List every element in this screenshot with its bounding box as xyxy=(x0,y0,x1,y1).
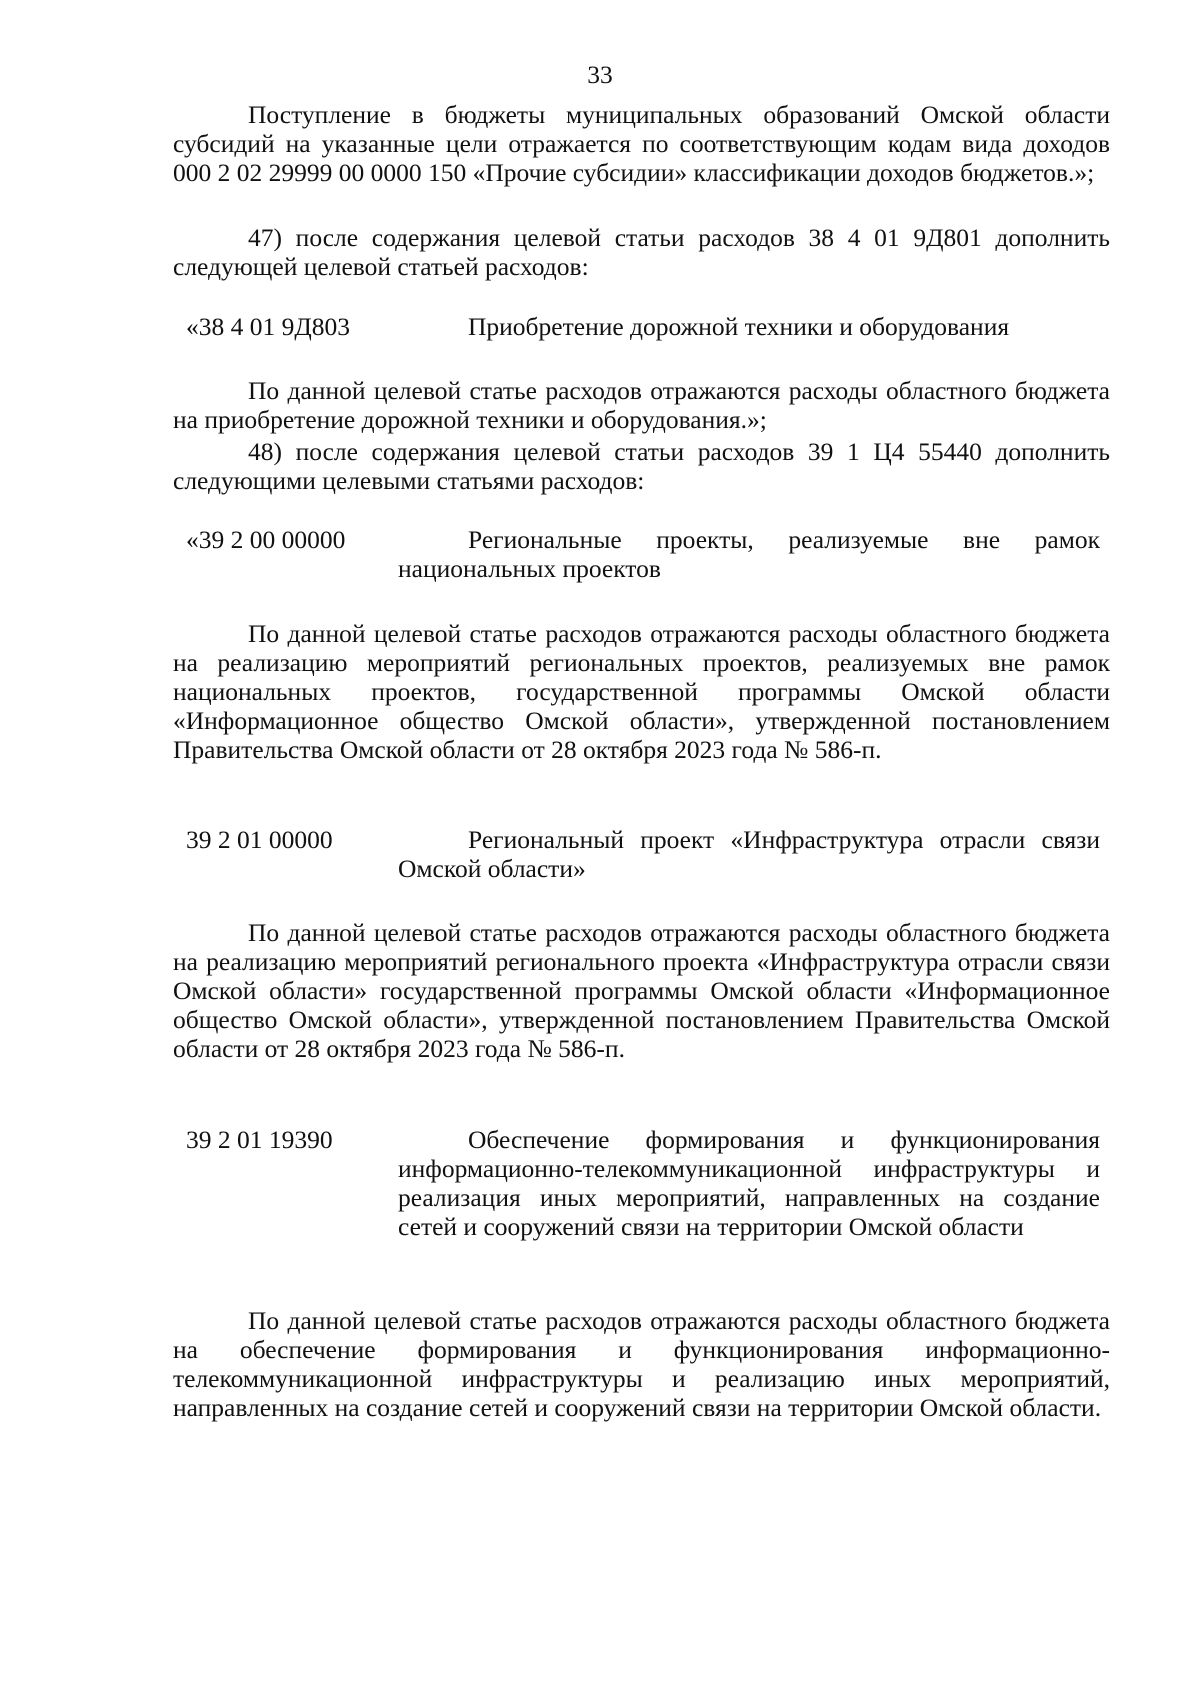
paragraph-description-39-2-00-00000 xyxy=(173,619,1110,764)
paragraph-text: По данной целевой статье расходов отражаются расходы областного бюджета на реализацию мероприятий регионального проекта «Инфраструктура отрасли связи Омской области» государственной программы Омской области «Информационное общество Омской области», утвержденной постановлением Правительства Омской области от 28 октября 2023 года № 586-п. xyxy=(173,918,1110,1063)
paragraph-description-39-2-01-19390 xyxy=(173,1306,1110,1422)
budget-entry-title: Региональные проекты, реализуемые вне рамок национальных проектов xyxy=(398,525,1100,583)
budget-entry-39-2-01-19390 xyxy=(173,1125,1110,1241)
paragraph-text: 48) после содержания целевой статьи расходов 39 1 Ц4 55440 дополнить следующими целевыми статьями расходов: xyxy=(173,437,1110,495)
budget-entry-title: Обеспечение формирования и функционирования информационно-телекоммуникационной инфраструктуры и реализация иных мероприятий, направленных на создание сетей и сооружений связи на территории Омской области xyxy=(398,1125,1100,1241)
paragraph-description-38-4-01-9D803 xyxy=(173,376,1110,434)
budget-code: 39 2 01 00000 xyxy=(186,825,333,854)
budget-code: «38 4 01 9Д803 xyxy=(186,312,351,341)
budget-entry-title: Приобретение дорожной техники и оборудования xyxy=(468,312,1010,341)
budget-entry-38-4-01-9D803 xyxy=(173,312,1110,341)
budget-entry-39-2-00-00000 xyxy=(173,525,1110,583)
paragraph-text: По данной целевой статье расходов отражаются расходы областного бюджета на обеспечение формирования и функционирования информационно-телекоммуникационной инфраструктуры и реализацию иных мероприятий, направленных на создание сетей и сооружений связи на территории Омской области. xyxy=(173,1306,1110,1422)
paragraph-revenue-note xyxy=(173,100,1110,187)
budget-entry-39-2-01-00000 xyxy=(173,825,1110,883)
paragraph-description-39-2-01-00000 xyxy=(173,918,1110,1063)
paragraph-item-48 xyxy=(173,437,1110,495)
paragraph-text: 47) после содержания целевой статьи расходов 38 4 01 9Д801 дополнить следующей целевой статьей расходов: xyxy=(173,223,1110,281)
paragraph-text: Поступление в бюджеты муниципальных образований Омской области субсидий на указанные цели отражается по соответствующим кодам вида доходов 000 2 02 29999 00 0000 150 «Прочие субсидии» классификации доходов бюджетов.»; xyxy=(173,100,1110,187)
budget-code: «39 2 00 00000 xyxy=(186,525,346,554)
paragraph-text: По данной целевой статье расходов отражаются расходы областного бюджета на реализацию мероприятий региональных проектов, реализуемых вне рамок национальных проектов, государственной программы Омской области «Информационное общество Омской области», утвержденной постановлением Правительства Омской области от 28 октября 2023 года № 586-п. xyxy=(173,619,1110,764)
page-number: 33 xyxy=(587,60,613,89)
budget-entry-title: Региональный проект «Инфраструктура отрасли связи Омской области» xyxy=(398,825,1100,883)
budget-code: 39 2 01 19390 xyxy=(186,1125,333,1154)
paragraph-text: По данной целевой статье расходов отражаются расходы областного бюджета на приобретение дорожной техники и оборудования.»; xyxy=(173,376,1110,434)
paragraph-item-47 xyxy=(173,223,1110,281)
